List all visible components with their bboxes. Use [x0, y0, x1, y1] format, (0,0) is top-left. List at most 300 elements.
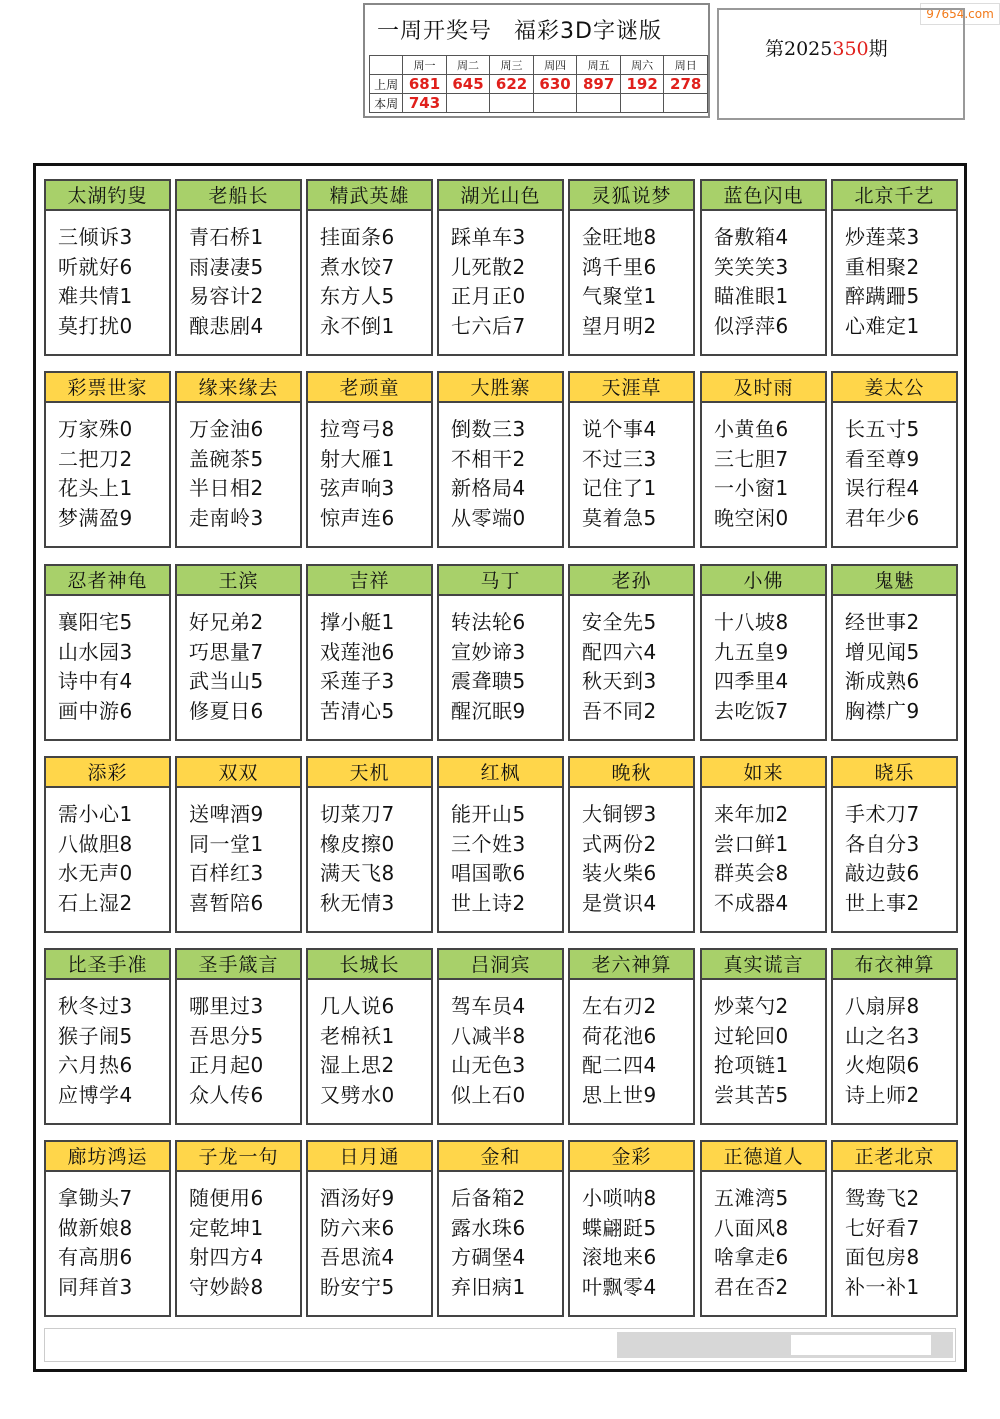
riddle-line: 醉蹒跚5	[845, 284, 920, 308]
riddle-lines	[46, 596, 169, 726]
riddle-line: 宣妙谛3	[451, 639, 526, 664]
riddle-line: 群英会8	[714, 861, 789, 885]
riddle-line: 备敷箱4	[714, 225, 789, 249]
card-title: 大胜寨	[439, 373, 562, 403]
riddle-card	[831, 756, 958, 933]
riddle-lines	[46, 1172, 169, 1302]
period-number: 350	[832, 38, 869, 60]
riddle-lines	[177, 980, 300, 1110]
riddle-card	[831, 564, 958, 741]
riddle-line: 修夏日6	[189, 698, 264, 723]
riddle-line: 拉弯弓8	[320, 417, 395, 441]
riddle-line: 万金油6	[189, 417, 264, 441]
riddle-lines	[570, 596, 693, 726]
day-header: 周日	[664, 56, 708, 75]
card-title: 吉祥	[308, 566, 431, 596]
days-row	[370, 56, 708, 75]
draw-number	[533, 94, 577, 113]
riddle-line: 说个事4	[582, 417, 657, 441]
riddle-line: 是赏识4	[582, 890, 657, 915]
riddle-line: 不过三3	[582, 446, 657, 471]
card-title: 晚秋	[570, 758, 693, 788]
riddle-line: 采莲子3	[320, 669, 395, 693]
card-title: 正德道人	[702, 1142, 825, 1172]
riddle-line: 哪里过3	[189, 994, 264, 1018]
riddle-line: 驾车员4	[451, 994, 526, 1018]
riddle-line: 去吃饭7	[714, 698, 789, 723]
header-subtitle: 福彩3D字谜版	[514, 18, 662, 44]
riddle-card	[700, 371, 827, 548]
riddle-lines	[702, 980, 825, 1110]
riddle-line: 记住了1	[582, 476, 657, 500]
riddle-lines	[570, 1172, 693, 1302]
riddle-lines	[833, 980, 956, 1110]
riddle-line: 山之名3	[845, 1023, 920, 1048]
riddle-lines	[439, 788, 562, 918]
riddle-card	[306, 756, 433, 933]
riddle-line: 九五皇9	[714, 639, 789, 664]
riddle-line: 秋天到3	[582, 669, 657, 693]
riddle-line: 酒汤好9	[320, 1186, 395, 1210]
riddle-line: 巧思量7	[189, 639, 264, 664]
riddle-line: 手术刀7	[845, 802, 920, 826]
riddle-line: 襄阳宅5	[58, 610, 133, 634]
card-title: 子龙一句	[177, 1142, 300, 1172]
riddle-line: 梦满盈9	[58, 505, 133, 530]
riddle-line: 不相干2	[451, 446, 526, 471]
site-watermark: 97654.com	[920, 3, 1000, 25]
riddle-line: 难共情1	[58, 284, 133, 308]
last-week-label: 上周	[370, 75, 403, 94]
riddle-line: 震聋聩5	[451, 669, 526, 693]
riddle-lines	[439, 980, 562, 1110]
riddle-line: 吾不同2	[582, 698, 657, 723]
card-title: 缘来缘去	[177, 373, 300, 403]
riddle-card	[306, 371, 433, 548]
riddle-line: 笑笑笑3	[714, 254, 789, 279]
riddle-card	[437, 371, 564, 548]
riddle-line: 四季里4	[714, 669, 789, 693]
riddle-line: 心难定1	[845, 313, 920, 338]
riddle-line: 来年加2	[714, 802, 789, 826]
riddle-lines	[570, 211, 693, 341]
riddle-line: 安全先5	[582, 610, 657, 634]
draw-number	[620, 94, 664, 113]
riddle-card	[175, 371, 302, 548]
riddle-card	[700, 1140, 827, 1317]
riddle-line: 喜暂陪6	[189, 890, 264, 915]
draw-number: 645	[446, 75, 490, 94]
riddle-line: 六月热6	[58, 1053, 133, 1077]
riddle-line: 长五寸5	[845, 417, 920, 441]
riddle-card	[568, 756, 695, 933]
bottom-scroll-bar[interactable]	[44, 1328, 956, 1362]
riddle-lines	[177, 403, 300, 533]
riddle-line: 湿上思2	[320, 1053, 395, 1077]
riddle-line: 橡皮擦0	[320, 831, 395, 856]
riddle-line: 尝口鲜1	[714, 831, 789, 856]
riddle-line: 新格局4	[451, 476, 526, 500]
riddle-line: 需小心1	[58, 802, 133, 826]
riddle-lines	[833, 211, 956, 341]
scroll-thumb[interactable]	[791, 1335, 931, 1355]
riddle-line: 撑小艇1	[320, 610, 395, 634]
draw-number: 278	[664, 75, 708, 94]
riddle-card	[175, 948, 302, 1125]
riddle-line: 尝其苦5	[714, 1082, 789, 1107]
riddle-line: 从零端0	[451, 505, 526, 530]
riddle-line: 送啤酒9	[189, 802, 264, 826]
riddle-line: 走南岭3	[189, 505, 264, 530]
riddle-line: 同一堂1	[189, 831, 264, 856]
riddle-line: 有高朋6	[58, 1245, 133, 1269]
card-title: 晓乐	[833, 758, 956, 788]
riddle-lines	[702, 211, 825, 341]
riddle-lines	[570, 403, 693, 533]
riddle-line: 定乾坤1	[189, 1215, 264, 1240]
riddle-line: 惊声连6	[320, 505, 395, 530]
riddle-line: 金旺地8	[582, 225, 657, 249]
riddle-lines	[439, 211, 562, 341]
riddle-card	[437, 1140, 564, 1317]
riddle-line: 式两份2	[582, 831, 657, 856]
riddle-grid	[33, 163, 967, 1372]
riddle-line: 做新娘8	[58, 1215, 133, 1240]
riddle-line: 东方人5	[320, 284, 395, 308]
riddle-line: 十八坡8	[714, 610, 789, 634]
last-week-row	[370, 75, 708, 94]
riddle-lines	[308, 403, 431, 533]
riddle-line: 青石桥1	[189, 225, 264, 249]
riddle-line: 啥拿走6	[714, 1245, 789, 1269]
draw-number	[664, 94, 708, 113]
card-title: 圣手箴言	[177, 950, 300, 980]
riddle-card	[175, 564, 302, 741]
riddle-line: 诗中有4	[58, 669, 133, 693]
riddle-lines	[439, 596, 562, 726]
riddle-line: 装火柴6	[582, 861, 657, 885]
riddle-card	[568, 371, 695, 548]
card-title: 正老北京	[833, 1142, 956, 1172]
card-title: 老顽童	[308, 373, 431, 403]
riddle-line: 百样红3	[189, 861, 264, 885]
riddle-line: 山无色3	[451, 1053, 526, 1077]
riddle-line: 望月明2	[582, 313, 657, 338]
period-prefix: 第2025	[765, 38, 833, 60]
riddle-line: 面包房8	[845, 1245, 920, 1269]
header-title: 一周开奖号	[377, 18, 493, 44]
riddle-card	[44, 948, 171, 1125]
riddle-line: 三个姓3	[451, 831, 526, 856]
riddle-line: 踩单车3	[451, 225, 526, 249]
riddle-lines	[308, 596, 431, 726]
day-header: 周四	[533, 56, 577, 75]
riddle-card	[831, 948, 958, 1125]
riddle-card	[568, 1140, 695, 1317]
riddle-card	[44, 756, 171, 933]
riddle-card	[175, 179, 302, 356]
riddle-line: 转法轮6	[451, 610, 526, 634]
riddle-line: 思上世9	[582, 1082, 657, 1107]
riddle-line: 经世事2	[845, 610, 920, 634]
riddle-line: 过轮回0	[714, 1023, 789, 1048]
riddle-line: 露水珠6	[451, 1215, 526, 1240]
riddle-line: 世上诗2	[451, 890, 526, 915]
riddle-line: 不成器4	[714, 890, 789, 915]
riddle-line: 酿悲剧4	[189, 313, 264, 338]
card-title: 姜太公	[833, 373, 956, 403]
riddle-line: 大铜锣3	[582, 802, 657, 826]
riddle-line: 永不倒1	[320, 313, 395, 338]
day-header: 周二	[446, 56, 490, 75]
riddle-lines	[177, 211, 300, 341]
riddle-line: 猴子闹5	[58, 1023, 133, 1048]
riddle-card	[437, 179, 564, 356]
riddle-line: 增见闻5	[845, 639, 920, 664]
riddle-line: 小黄鱼6	[714, 417, 789, 441]
riddle-line: 世上事2	[845, 890, 920, 915]
riddle-card	[175, 756, 302, 933]
riddle-line: 似上石0	[451, 1082, 526, 1107]
riddle-lines	[46, 403, 169, 533]
riddle-line: 儿死散2	[451, 254, 526, 279]
riddle-lines	[439, 403, 562, 533]
riddle-lines	[833, 403, 956, 533]
riddle-card	[700, 564, 827, 741]
riddle-line: 拿锄头7	[58, 1186, 133, 1210]
riddle-line: 吾思流4	[320, 1245, 395, 1269]
riddle-line: 七六后7	[451, 313, 526, 338]
riddle-card	[831, 179, 958, 356]
riddle-line: 后备箱2	[451, 1186, 526, 1210]
riddle-lines	[833, 1172, 956, 1302]
riddle-card	[568, 948, 695, 1125]
riddle-line: 莫打扰0	[58, 313, 133, 338]
card-title: 老孙	[570, 566, 693, 596]
card-title: 廊坊鸿运	[46, 1142, 169, 1172]
weekly-numbers-table	[369, 55, 708, 113]
riddle-lines	[702, 788, 825, 918]
card-title: 金和	[439, 1142, 562, 1172]
riddle-line: 看至尊9	[845, 446, 920, 471]
riddle-card	[306, 1140, 433, 1317]
draw-number	[446, 94, 490, 113]
riddle-line: 射四方4	[189, 1245, 264, 1269]
card-title: 小佛	[702, 566, 825, 596]
card-title: 灵狐说梦	[570, 181, 693, 211]
riddle-line: 听就好6	[58, 254, 133, 279]
riddle-line: 射大雁1	[320, 446, 395, 471]
riddle-line: 秋无情3	[320, 890, 395, 915]
riddle-line: 三倾诉3	[58, 225, 133, 249]
period-box	[717, 8, 965, 120]
riddle-line: 苦清心5	[320, 698, 395, 723]
riddle-line: 晚空闲0	[714, 505, 789, 530]
riddle-line: 炒菜勺2	[714, 994, 789, 1018]
riddle-lines	[46, 980, 169, 1110]
card-title: 吕洞宾	[439, 950, 562, 980]
card-title: 添彩	[46, 758, 169, 788]
riddle-line: 误行程4	[845, 476, 920, 500]
this-week-label: 本周	[370, 94, 403, 113]
riddle-line: 各自分3	[845, 831, 920, 856]
card-title: 湖光山色	[439, 181, 562, 211]
riddle-line: 瞄准眼1	[714, 284, 789, 308]
card-title: 北京千艺	[833, 181, 956, 211]
card-title: 马丁	[439, 566, 562, 596]
riddle-lines	[439, 1172, 562, 1302]
riddle-card	[44, 371, 171, 548]
riddle-line: 敲边鼓6	[845, 861, 920, 885]
riddle-line: 叶飘零4	[582, 1274, 657, 1299]
riddle-line: 鸳鸯飞2	[845, 1186, 920, 1210]
riddle-lines	[833, 788, 956, 918]
riddle-line: 莫着急5	[582, 505, 657, 530]
riddle-lines	[46, 211, 169, 341]
riddle-lines	[177, 596, 300, 726]
riddle-lines	[177, 788, 300, 918]
riddle-lines	[570, 788, 693, 918]
riddle-line: 唱国歌6	[451, 861, 526, 885]
riddle-lines	[308, 980, 431, 1110]
day-header: 周一	[403, 56, 447, 75]
draw-number: 192	[620, 75, 664, 94]
riddle-card	[437, 948, 564, 1125]
riddle-line: 荷花池6	[582, 1023, 657, 1048]
card-title: 彩票世家	[46, 373, 169, 403]
riddle-line: 水无声0	[58, 861, 133, 885]
riddle-card	[306, 179, 433, 356]
draw-number: 630	[533, 75, 577, 94]
draw-number	[577, 94, 621, 113]
riddle-line: 石上湿2	[58, 890, 133, 915]
card-title: 金彩	[570, 1142, 693, 1172]
riddle-card	[175, 1140, 302, 1317]
riddle-lines	[308, 1172, 431, 1302]
card-title: 忍者神龟	[46, 566, 169, 596]
card-title: 鬼魅	[833, 566, 956, 596]
riddle-line: 胸襟广9	[845, 698, 920, 723]
card-title: 真实谎言	[702, 950, 825, 980]
riddle-line: 正月起0	[189, 1053, 264, 1077]
period-suffix: 期	[868, 38, 888, 60]
draw-number: 897	[577, 75, 621, 94]
riddle-line: 好兄弟2	[189, 610, 264, 634]
riddle-line: 七好看7	[845, 1215, 920, 1240]
day-header: 周五	[577, 56, 621, 75]
riddle-card	[700, 756, 827, 933]
riddle-line: 醒沉眠9	[451, 698, 526, 723]
riddle-lines	[177, 1172, 300, 1302]
card-title: 老六神算	[570, 950, 693, 980]
riddle-lines	[702, 596, 825, 726]
riddle-line: 随便用6	[189, 1186, 264, 1210]
riddle-line: 又劈水0	[320, 1082, 395, 1107]
card-title: 红枫	[439, 758, 562, 788]
day-header: 周三	[490, 56, 534, 75]
riddle-line: 重相聚2	[845, 254, 920, 279]
card-title: 天涯草	[570, 373, 693, 403]
riddle-lines	[570, 980, 693, 1110]
riddle-line: 万家殊0	[58, 417, 133, 441]
riddle-line: 花头上1	[58, 476, 133, 500]
card-title: 老船长	[177, 181, 300, 211]
card-title: 长城长	[308, 950, 431, 980]
riddle-card	[44, 564, 171, 741]
card-title: 及时雨	[702, 373, 825, 403]
riddle-card	[437, 756, 564, 933]
card-title: 太湖钓叟	[46, 181, 169, 211]
riddle-line: 左右刃2	[582, 994, 657, 1018]
riddle-line: 切菜刀7	[320, 802, 395, 826]
riddle-line: 八做胆8	[58, 831, 133, 856]
riddle-line: 盖碗茶5	[189, 446, 264, 471]
riddle-line: 火炮陨6	[845, 1053, 920, 1077]
riddle-card	[437, 564, 564, 741]
riddle-line: 防六来6	[320, 1215, 395, 1240]
riddle-lines	[702, 403, 825, 533]
riddle-line: 抢项链1	[714, 1053, 789, 1077]
riddle-line: 八减半8	[451, 1023, 526, 1048]
day-header: 周六	[620, 56, 664, 75]
riddle-card	[700, 948, 827, 1125]
riddle-line: 同拜首3	[58, 1274, 133, 1299]
corner-cell	[370, 56, 403, 75]
riddle-line: 一小窗1	[714, 476, 789, 500]
riddle-lines	[308, 211, 431, 341]
card-title: 日月通	[308, 1142, 431, 1172]
riddle-line: 滚地来6	[582, 1245, 657, 1269]
riddle-line: 盼安宁5	[320, 1274, 395, 1299]
period-label	[765, 34, 888, 61]
riddle-line: 二把刀2	[58, 446, 133, 471]
riddle-card	[306, 564, 433, 741]
riddle-line: 雨凄凄5	[189, 254, 264, 279]
riddle-line: 诗上师2	[845, 1082, 920, 1107]
riddle-line: 渐成熟6	[845, 669, 920, 693]
riddle-line: 君在否2	[714, 1274, 789, 1299]
card-title: 精武英雄	[308, 181, 431, 211]
riddle-line: 煮水饺7	[320, 254, 395, 279]
riddle-card	[831, 371, 958, 548]
riddle-card	[700, 179, 827, 356]
riddle-card	[831, 1140, 958, 1317]
riddle-line: 气聚堂1	[582, 284, 657, 308]
riddle-card	[44, 179, 171, 356]
riddle-line: 能开山5	[451, 802, 526, 826]
card-title: 布衣神算	[833, 950, 956, 980]
riddle-line: 易容计2	[189, 284, 264, 308]
riddle-line: 戏莲池6	[320, 639, 395, 664]
riddle-line: 配二四4	[582, 1053, 657, 1077]
weekly-numbers-box	[363, 3, 710, 118]
card-title: 双双	[177, 758, 300, 788]
riddle-line: 配四六4	[582, 639, 657, 664]
riddle-card	[568, 564, 695, 741]
card-title: 如来	[702, 758, 825, 788]
riddle-line: 几人说6	[320, 994, 395, 1018]
riddle-card	[44, 1140, 171, 1317]
riddle-lines	[46, 788, 169, 918]
riddle-line: 秋冬过3	[58, 994, 133, 1018]
riddle-line: 君年少6	[845, 505, 920, 530]
riddle-line: 弃旧病1	[451, 1274, 526, 1299]
riddle-line: 倒数三3	[451, 417, 526, 441]
riddle-line: 炒莲菜3	[845, 225, 920, 249]
riddle-line: 八面风8	[714, 1215, 789, 1240]
draw-number: 743	[403, 94, 447, 113]
riddle-line: 满天飞8	[320, 861, 395, 885]
